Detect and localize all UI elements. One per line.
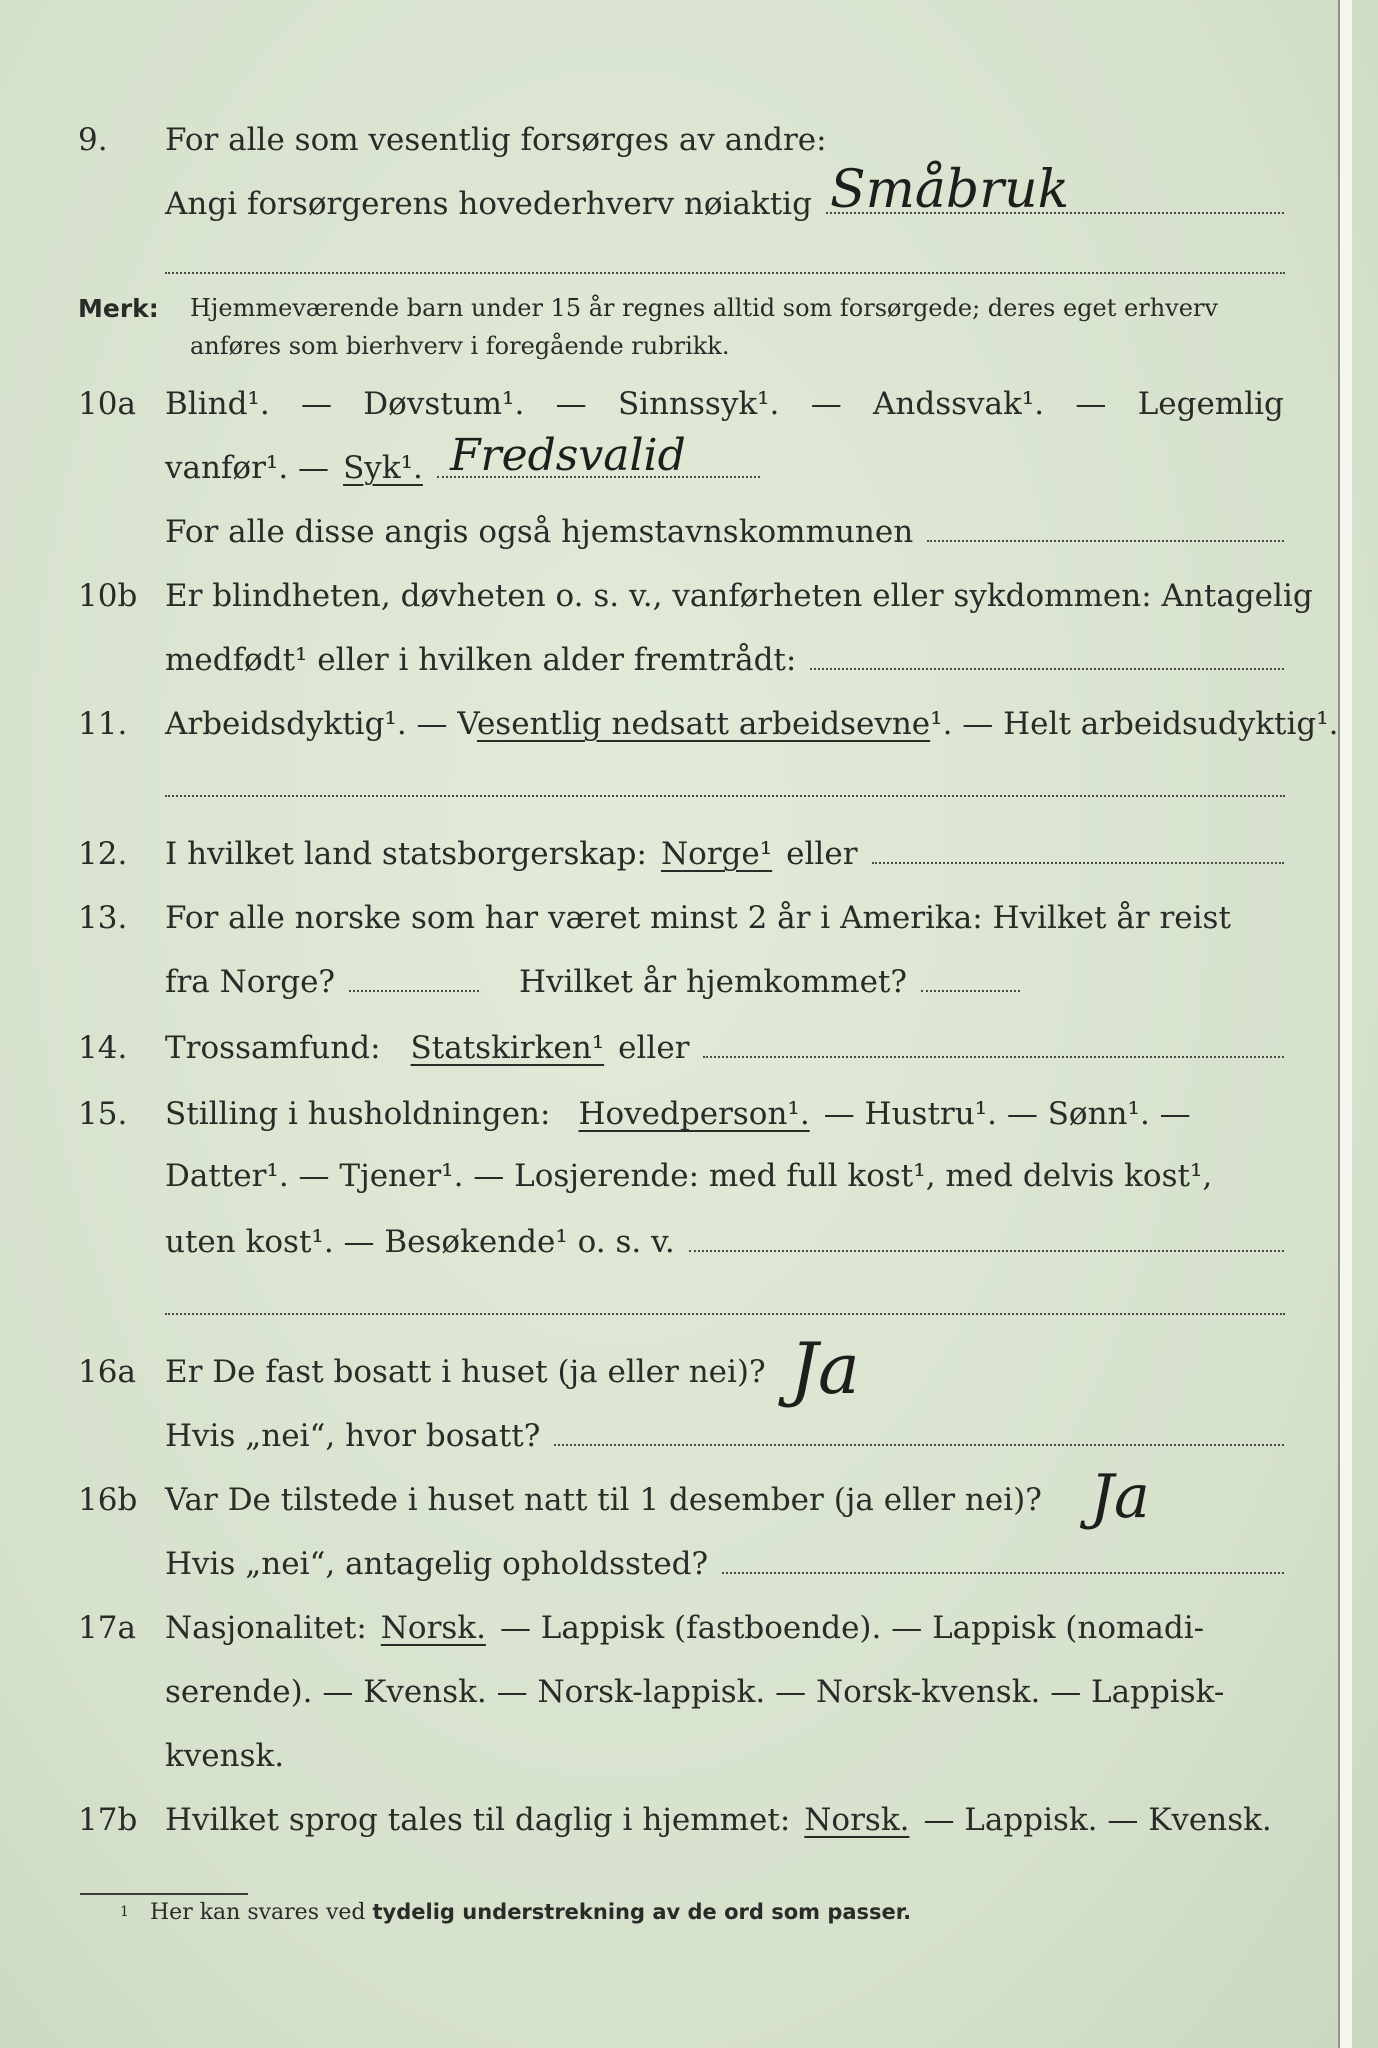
- q9-handwritten-answer: Småbruk: [830, 160, 1070, 220]
- q17b-line: [0, 1798, 1300, 1842]
- q15-line3: [0, 1220, 1300, 1264]
- q17b-text: Hvilket sprog tales til daglig i hjemmet:: [165, 1802, 791, 1838]
- footnote-marker: 1: [120, 1904, 129, 1920]
- footnote-bold: tydelig understrekning av de ord som passer.: [372, 1900, 912, 1924]
- q16a-line1: [0, 1350, 1300, 1394]
- q10a-line3: [0, 510, 1300, 554]
- q12-text: I hvilket land statsborgerskap:: [165, 836, 647, 872]
- q13-line2: [0, 960, 1300, 1004]
- q11-part3: ¹. — Helt arbeidsudyktig¹.: [930, 706, 1339, 742]
- q14-statskirken: Statskirken¹: [410, 1030, 605, 1066]
- q17a-norsk: Norsk.: [380, 1610, 486, 1646]
- q11-underlined-choice: esentlig nedsatt arbeidsevne: [476, 706, 931, 742]
- q15-extra-line: [165, 1313, 1285, 1315]
- q11-extra-line: [165, 795, 1285, 797]
- q15-hovedperson: Hovedperson¹.: [578, 1096, 810, 1132]
- q10a-number: 10a: [78, 386, 136, 422]
- merk-label: Merk:: [78, 294, 159, 323]
- q16a-line2: [0, 1414, 1300, 1458]
- q9-line2: [0, 182, 1300, 226]
- dash: —: [301, 386, 332, 422]
- q16b-number: 16b: [78, 1482, 138, 1518]
- opt-sinnssyk: Sinnssyk¹.: [617, 386, 780, 422]
- q10a-options: [165, 382, 1284, 426]
- q17a-options3: kvensk.: [165, 1738, 285, 1774]
- q15-line1: [0, 1092, 1300, 1136]
- q11-number: 11.: [78, 706, 128, 742]
- q14-line: [0, 1026, 1300, 1070]
- q10a-handwritten-answer: Fredsvalid: [450, 430, 686, 481]
- q13-hjemkommet-field[interactable]: [921, 990, 1020, 992]
- q10b-text-line1: Er blindheten, døvheten o. s. v., vanførheten eller sykdommen: Antagelig: [165, 578, 1313, 614]
- q16a-bosatt-field[interactable]: [554, 1444, 1284, 1446]
- opt-legemlig: Legemlig: [1137, 386, 1284, 422]
- footnote-text: [150, 1900, 911, 1925]
- q9-line1: [0, 118, 1300, 162]
- q16b-handwritten-answer: Ja: [1090, 1462, 1150, 1532]
- opt-andssvak: Andssvak¹.: [873, 386, 1045, 422]
- opt-dovstum: Døvstum¹.: [363, 386, 525, 422]
- merk-text-line2: anføres som bierhverv i foregående rubrikk.: [190, 332, 730, 360]
- q9-extra-line: [165, 272, 1285, 274]
- q15-options3: uten kost¹. — Besøkende¹ o. s. v.: [165, 1224, 675, 1260]
- q14-answer-field[interactable]: [703, 1056, 1284, 1058]
- dash: —: [1075, 386, 1107, 422]
- q10b-line2: [0, 638, 1300, 682]
- opt-blind: Blind¹.: [165, 386, 270, 422]
- q9-text-line2: Angi forsørgerens hovederhverv nøiaktig: [165, 186, 812, 222]
- q15-text: Stilling i husholdningen:: [165, 1096, 551, 1132]
- q13-fra-norge: fra Norge?: [165, 964, 336, 1000]
- q17a-text: Nasjonalitet:: [165, 1610, 367, 1646]
- q12-norge: Norge¹: [660, 836, 773, 872]
- q13-hjemkommet: Hvilket år hjemkommet?: [519, 964, 908, 1000]
- q17b-options: — Lappisk. — Kvensk.: [923, 1802, 1272, 1838]
- dash: —: [810, 386, 842, 422]
- q14-number: 14.: [78, 1030, 128, 1066]
- q16b-opholdssted-field[interactable]: [722, 1572, 1284, 1574]
- q9-number: 9.: [78, 122, 108, 158]
- q10a-vanfor: vanfør¹. —: [165, 450, 330, 486]
- q10b-answer-field[interactable]: [810, 668, 1284, 670]
- q12-line: [0, 832, 1300, 876]
- q12-eller: eller: [786, 836, 858, 872]
- q15-answer-field[interactable]: [689, 1250, 1284, 1252]
- footnote-rule: [80, 1893, 248, 1895]
- q10a-hjemstavn-field[interactable]: [927, 540, 1284, 542]
- q12-answer-field[interactable]: [872, 862, 1284, 864]
- q16a-text: Er De fast bosatt i huset (ja eller nei)?: [165, 1354, 766, 1390]
- q11-part1: Arbeidsdyktig¹. — V: [165, 706, 477, 742]
- q11-line: [0, 702, 1339, 746]
- q10a-hjemstavn-text: For alle disse angis også hjemstavnskommunen: [165, 514, 914, 550]
- q16a-hvis-nei: Hvis „nei“, hvor bosatt?: [165, 1418, 541, 1454]
- q16b-line2: [0, 1542, 1300, 1586]
- q11-text: [165, 702, 1339, 746]
- q17b-number: 17b: [78, 1802, 138, 1838]
- q14-eller: eller: [618, 1030, 690, 1066]
- q12-number: 12.: [78, 836, 128, 872]
- footnote-plain: Her kan svares ved: [150, 1900, 366, 1925]
- q13-text-line1: For alle norske som har været minst 2 år i Amerika: Hvilket år reist: [165, 900, 1231, 936]
- q15-options2: Datter¹. — Tjener¹. — Losjerende: med full kost¹, med delvis kost¹,: [165, 1158, 1213, 1194]
- q15-line2: [0, 1154, 1300, 1198]
- q17a-number: 17a: [78, 1610, 136, 1646]
- q10b-number: 10b: [78, 578, 138, 614]
- q13-number: 13.: [78, 900, 128, 936]
- q13-line1: [0, 896, 1300, 940]
- q10a-syk: Syk¹.: [343, 450, 423, 486]
- page-edge: [1338, 0, 1352, 2048]
- q17a-line2: [0, 1670, 1300, 1714]
- q10b-text-line2: medfødt¹ eller i hvilken alder fremtrådt:: [165, 642, 797, 678]
- q17a-options2: serende). — Kvensk. — Norsk-lappisk. — Norsk-kvensk. — Lappisk-: [165, 1674, 1225, 1710]
- q16b-text: Var De tilstede i huset natt til 1 desember (ja eller nei)?: [165, 1482, 1042, 1518]
- q16a-handwritten-answer: Ja: [790, 1328, 860, 1410]
- q16a-number: 16a: [78, 1354, 136, 1390]
- merk-text-line1: Hjemmeværende barn under 15 år regnes alltid som forsørgede; deres eget erhverv: [190, 294, 1218, 322]
- q15-number: 15.: [78, 1096, 128, 1132]
- q17b-norsk: Norsk.: [804, 1802, 910, 1838]
- q13-reist-field[interactable]: [349, 990, 479, 992]
- q16b-hvis-nei: Hvis „nei“, antagelig opholdssted?: [165, 1546, 709, 1582]
- q17a-line1: [0, 1606, 1300, 1650]
- q14-text: Trossamfund:: [165, 1030, 381, 1066]
- q17a-options1: — Lappisk (fastboende). — Lappisk (nomadi-: [499, 1610, 1205, 1646]
- q17a-line3: [0, 1734, 1300, 1778]
- q10b-line1: [0, 574, 1313, 618]
- dash: —: [555, 386, 587, 422]
- q10a-line1: [0, 382, 1300, 426]
- q15-options1: — Hustru¹. — Sønn¹. —: [823, 1096, 1191, 1132]
- q9-text-line1: For alle som vesentlig forsørges av andre:: [165, 122, 827, 158]
